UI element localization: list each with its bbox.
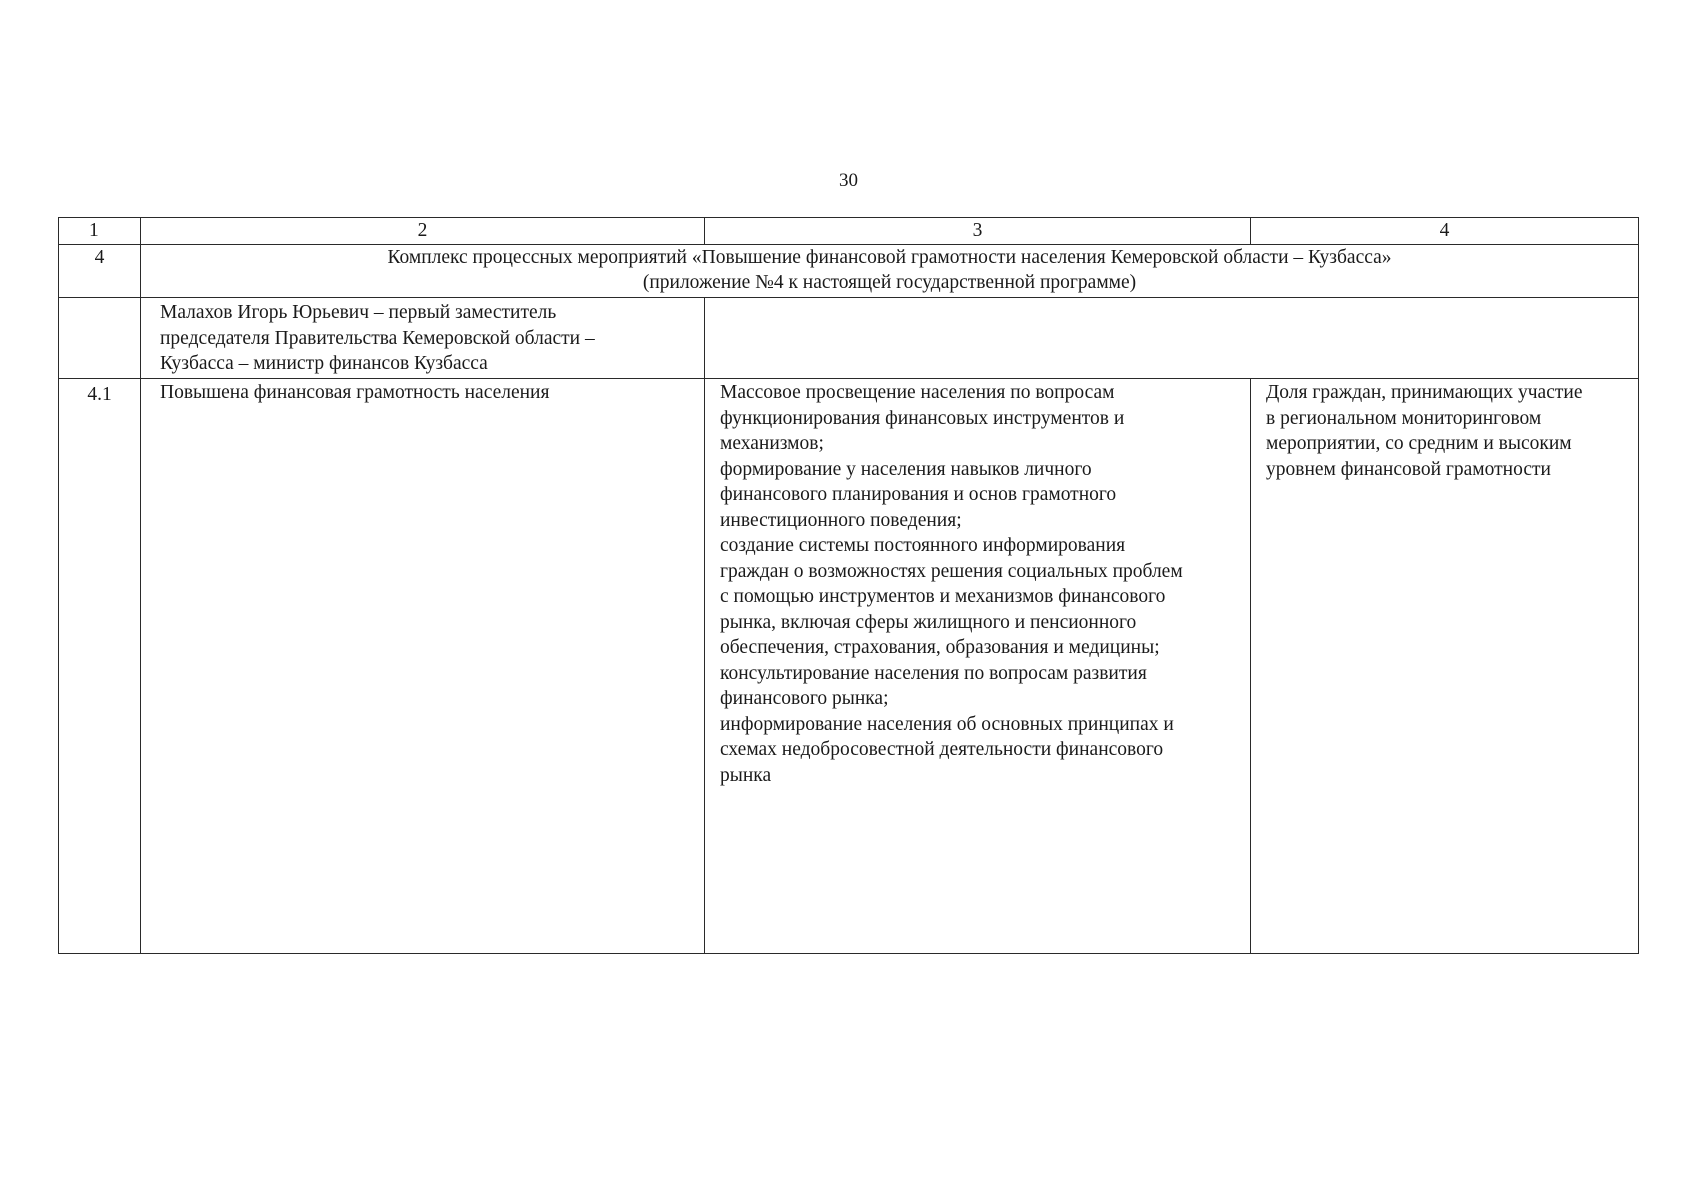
responsible-person-text: Малахов Игорь Юрьевич – первый заместитель председателя Правительства Кемеровской области – Кузбасса – министр финансов Кузбасса bbox=[160, 302, 595, 374]
column-number-row bbox=[59, 218, 1639, 245]
section-row bbox=[59, 245, 1639, 298]
section-title-line-2: (приложение №4 к настоящей государственной программе) bbox=[642, 272, 1137, 293]
indicator-text: Доля граждан, принимающих участие в региональном мониторинговом мероприятии, со средним и высоким уровнем финансовой грамотности bbox=[1266, 382, 1583, 480]
responsible-row bbox=[59, 298, 1639, 379]
measures-cell bbox=[705, 379, 1251, 954]
column-number-2: 2 bbox=[141, 218, 705, 245]
measures-text: Массовое просвещение населения по вопросам функционирования финансовых инструментов и механизмов; формирование у населения навыков личного финансового планирования и основ грамотного инвестиционного поведения; создание системы постоянного информирования граждан о возможностях решения социальных проблем с помощью инструментов и механизмов финансового рынка, включая сферы жилищного и пенсионного обеспечения, страхования, образования и медицины; консультирование населения по вопросам развития финансового рынка; информирование населения об основных принципах и схемах недобросовестной деятельности финансового рынка bbox=[720, 382, 1183, 786]
column-number-4: 4 bbox=[1251, 218, 1639, 245]
section-title-line-1: Комплекс процессных мероприятий «Повышение финансовой грамотности населения Кемеровской области – Кузбасса» bbox=[387, 247, 1392, 268]
responsible-person bbox=[141, 298, 705, 379]
row-number: 4.1 bbox=[59, 379, 141, 954]
column-number-1: 1 bbox=[59, 218, 141, 245]
responsible-empty-span bbox=[705, 298, 1639, 379]
result-cell bbox=[141, 379, 705, 954]
program-table bbox=[58, 217, 1639, 954]
table-row bbox=[59, 379, 1639, 954]
section-title bbox=[141, 245, 1639, 298]
page-number: 30 bbox=[839, 170, 858, 191]
indicator-cell bbox=[1251, 379, 1639, 954]
responsible-empty-cell bbox=[59, 298, 141, 379]
section-number: 4 bbox=[59, 245, 141, 298]
result-text: Повышена финансовая грамотность населения bbox=[160, 382, 550, 403]
column-number-3: 3 bbox=[705, 218, 1251, 245]
